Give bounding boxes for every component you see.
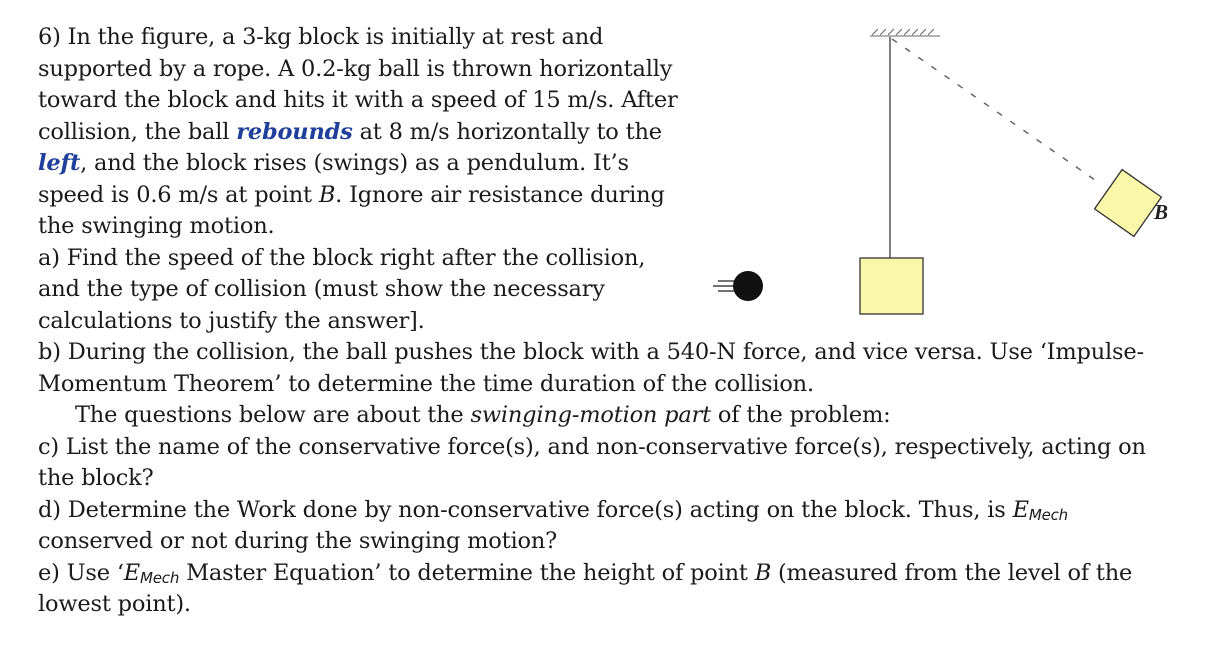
emech-symbol bbox=[1013, 497, 1068, 523]
left-emphasis: left bbox=[38, 150, 81, 176]
swinging-intro-post: of the problem: bbox=[710, 402, 891, 428]
part-e-mid: Master Equation’ to determine the height of point bbox=[179, 560, 755, 586]
intro-line-6-pre: speed is 0.6 m/s at point bbox=[38, 182, 319, 208]
block-swung bbox=[1095, 170, 1162, 237]
ceiling-hatch bbox=[870, 29, 940, 36]
emech-sub: Mech bbox=[1028, 506, 1068, 524]
intro-line-7: the swinging motion. bbox=[38, 213, 275, 239]
swinging-emphasis: swinging-motion part bbox=[470, 402, 711, 428]
swinging-intro-pre: The questions below are about the bbox=[75, 402, 471, 428]
intro-line-6 bbox=[38, 180, 665, 211]
part-b-line-1: b) During the collision, the ball pushes the block with a 540-N force, and vice versa. Use ‘Impulse- bbox=[38, 339, 1144, 365]
intro-line-2: supported by a rope. A 0.2-kg ball is thrown horizontally bbox=[38, 56, 673, 82]
intro-line-6-post: . Ignore air resistance during bbox=[335, 182, 665, 208]
part-a-line-1: a) Find the speed of the block right after the collision, bbox=[38, 245, 646, 271]
part-a-line-2: and the type of collision (must show the necessary bbox=[38, 276, 605, 302]
emech-e: E bbox=[1012, 497, 1029, 523]
intro-line-4-pre: collision, the ball bbox=[38, 119, 237, 145]
part-a-line-3: calculations to justify the answer]. bbox=[38, 308, 425, 334]
emech-symbol-e bbox=[124, 560, 179, 586]
part-e-line-2: lowest point). bbox=[38, 591, 191, 617]
part-c-line-2: the block? bbox=[38, 465, 154, 491]
block-rest bbox=[860, 258, 923, 314]
intro-line-5-post: , and the block rises (swings) as a pendulum. It’s bbox=[80, 150, 629, 176]
part-c-line-1: c) List the name of the conservative force(s), and non-conservative force(s), respectively, acting on bbox=[38, 434, 1146, 460]
emech-sub-2: Mech bbox=[140, 569, 180, 587]
part-e-post: (measured from the level of the bbox=[771, 560, 1133, 586]
intro-line-4-post: at 8 m/s horizontally to the bbox=[352, 119, 662, 145]
part-e-pre: e) Use ‘ bbox=[38, 560, 124, 586]
intro-line-4 bbox=[38, 117, 662, 148]
ball-motion-lines bbox=[713, 281, 734, 291]
rebounds-emphasis: rebounds bbox=[236, 119, 353, 145]
intro-line-1: 6) In the figure, a 3-kg block is initially at rest and bbox=[38, 24, 604, 50]
intro-line-3: toward the block and hits it with a speed of 15 m/s. After bbox=[38, 87, 678, 113]
ball bbox=[733, 271, 763, 301]
part-d-line-2: conserved or not during the swinging motion? bbox=[38, 528, 557, 554]
pendulum-figure bbox=[700, 15, 1200, 315]
swinging-intro bbox=[75, 400, 891, 431]
point-b-ref-2: B bbox=[754, 560, 772, 586]
part-e-line-1 bbox=[38, 558, 1132, 594]
part-d-line-1-text: d) Determine the Work done by non-conservative force(s) acting on the block. Thus, is bbox=[38, 497, 1013, 523]
point-b-ref: B bbox=[318, 182, 336, 208]
emech-e-2: E bbox=[123, 560, 141, 586]
intro-line-5 bbox=[38, 148, 629, 179]
part-b-line-2: Momentum Theorem’ to determine the time duration of the collision. bbox=[38, 371, 814, 397]
point-b-label: B bbox=[1154, 200, 1169, 224]
rope-swung-dashed bbox=[892, 39, 1095, 180]
